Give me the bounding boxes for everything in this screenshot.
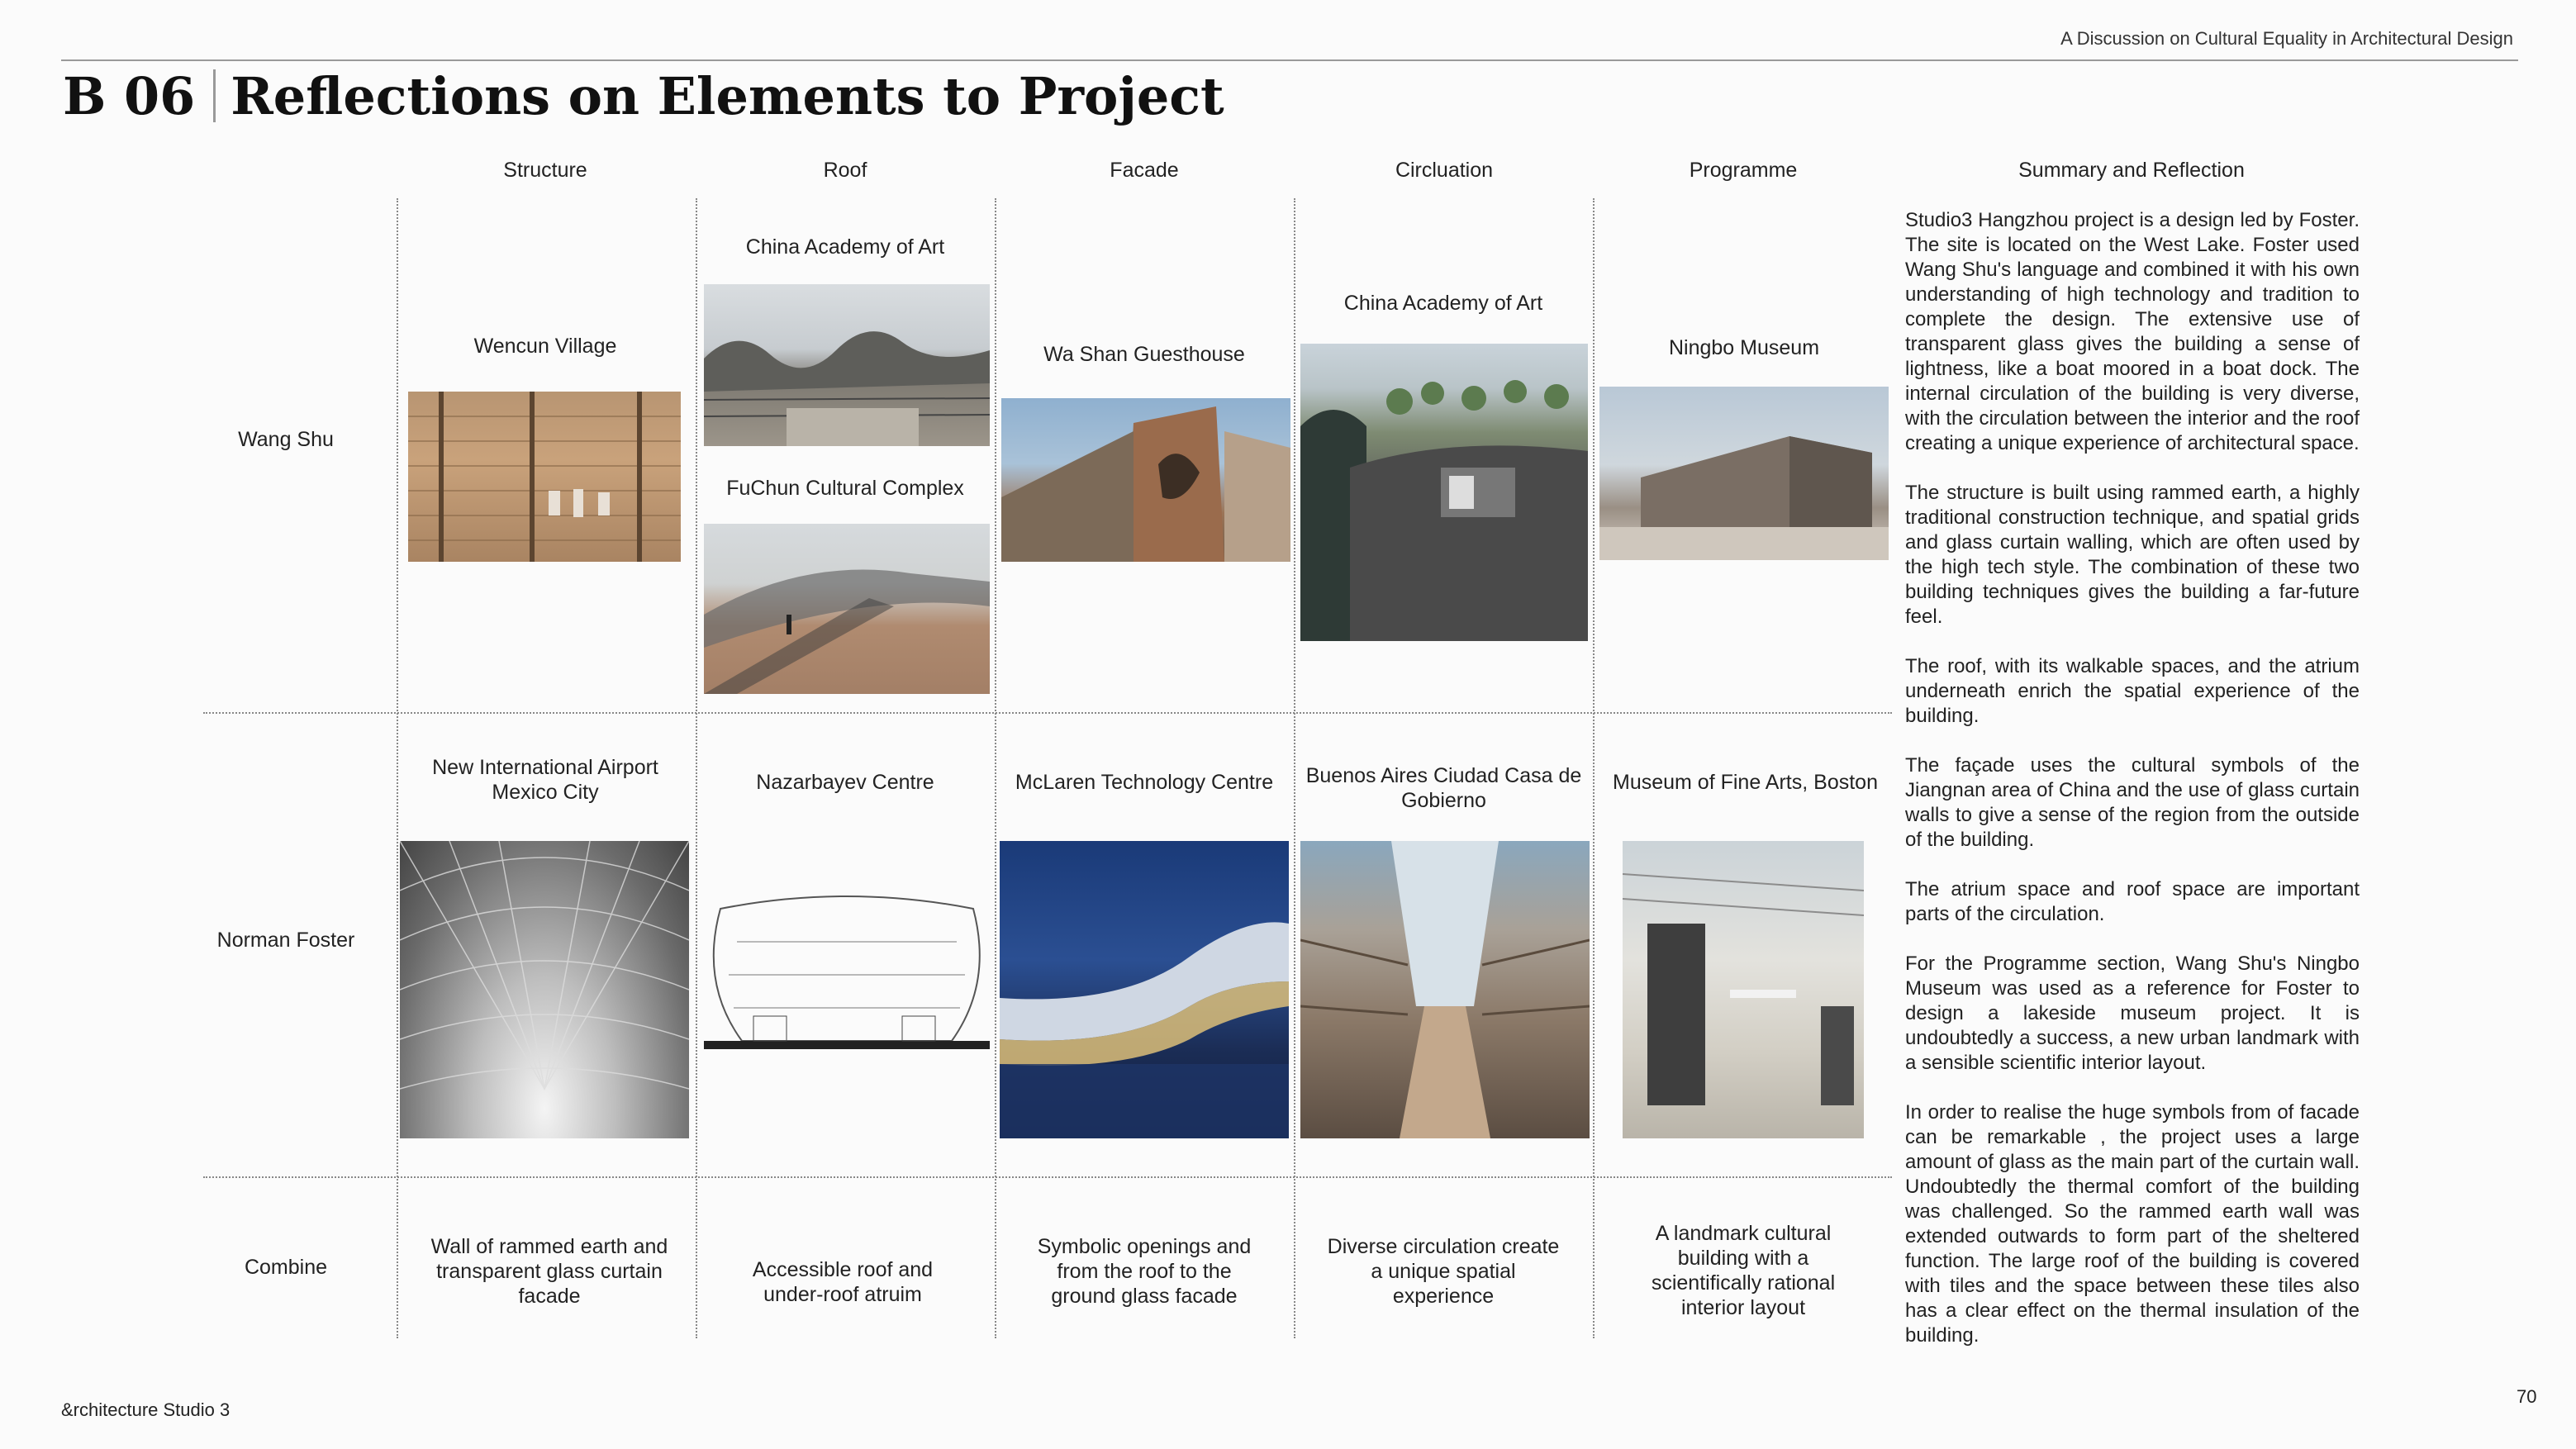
column-header-summary: Summary and Reflection <box>2018 159 2245 182</box>
row-label-combine: Combine <box>244 1256 328 1279</box>
fuchun-complex-illustration <box>704 524 990 694</box>
column-header-programme: Programme <box>1689 159 1798 182</box>
caption-wencun-village: Wencun Village <box>473 335 617 358</box>
china-academy-circulation-illustration <box>1300 344 1588 641</box>
column-header-structure: Structure <box>503 159 587 182</box>
combine-structure-text: Wall of rammed earth and transparent glass curtain facade <box>430 1235 668 1308</box>
museum-fine-arts-illustration <box>1623 841 1864 1138</box>
wencun-village-illustration <box>408 392 681 562</box>
mclaren-centre-illustration <box>1000 841 1289 1138</box>
ningbo-museum-illustration <box>1599 387 1889 560</box>
photo-wa-shan-guesthouse <box>1001 398 1290 562</box>
grid-vline-4 <box>1294 198 1295 1338</box>
combine-circulation-text: Diverse circulation create a unique spatial experience <box>1327 1235 1560 1308</box>
china-academy-roof-illustration <box>704 284 990 446</box>
summary-reflection-body <box>1905 208 2360 1373</box>
photo-wencun-village <box>408 392 681 562</box>
photo-mexico-city-airport <box>400 841 689 1138</box>
mexico-airport-grid-illustration <box>400 841 689 1138</box>
caption-buenos-aires-casa-de-gobierno: Buenos Aires Ciudad Casa de Gobierno <box>1305 764 1582 812</box>
page-number: 70 <box>2517 1386 2537 1407</box>
header-divider <box>61 59 2518 61</box>
photo-fuchun-cultural-complex <box>704 524 990 694</box>
grid-hline-2 <box>203 1176 1892 1178</box>
grid-hline-1 <box>203 712 1892 714</box>
caption-china-academy-circulation: China Academy of Art <box>1343 292 1543 315</box>
column-header-facade: Facade <box>1110 159 1179 182</box>
row-label-wang-shu: Wang Shu <box>238 428 334 451</box>
photo-museum-of-fine-arts-boston <box>1623 841 1864 1138</box>
photo-nazarbayev-centre-section <box>704 892 990 1082</box>
row-label-norman-foster: Norman Foster <box>216 929 355 952</box>
caption-wa-shan-guesthouse: Wa Shan Guesthouse <box>1043 343 1245 366</box>
caption-mclaren-technology-centre: McLaren Technology Centre <box>1015 771 1274 794</box>
summary-paragraph: The façade uses the cultural symbols of the Jiangnan area of China and the use of glass curtain walls to give a sense of the region from the outside of the building. <box>1905 754 2360 851</box>
title-separator <box>213 69 216 122</box>
photo-mclaren-technology-centre <box>1000 841 1289 1138</box>
photo-china-academy-roof <box>704 284 990 446</box>
column-header-circulation: Circluation <box>1395 159 1494 182</box>
caption-mexico-city-airport: New International Airport Mexico City <box>432 756 658 804</box>
column-header-roof: Roof <box>823 159 867 182</box>
wa-shan-guesthouse-illustration <box>1001 398 1290 562</box>
section-title: Reflections on Elements to Project <box>231 65 1224 126</box>
caption-ningbo-museum: Ningbo Museum <box>1668 336 1820 359</box>
combine-programme-text: A landmark cultural building with a scientifically rational interior layout <box>1651 1222 1836 1319</box>
summary-paragraph: The atrium space and roof space are important parts of the circulation. <box>1905 878 2360 925</box>
grid-vline-2 <box>696 198 697 1338</box>
summary-paragraph: The roof, with its walkable spaces, and the atrium underneath enrich the spatial experience of the building. <box>1905 655 2360 727</box>
footer-studio-name: &rchitecture Studio 3 <box>61 1399 231 1420</box>
summary-paragraph: Studio3 Hangzhou project is a design led by Foster. The site is located on the West Lake. Foster used Wang Shu's language and combined it with his own understanding of high technology and tradition to complete the design. The extensive use of transparent glass gives the building a sense of lightness, like a boat moored in a boat dock. The internal circulation of the building is very diverse, with the circulation between the interior and the roof creating a unique experience of architectural space. <box>1905 209 2360 454</box>
buenos-aires-atrium-illustration <box>1300 841 1590 1138</box>
caption-fuchun-cultural-complex: FuChun Cultural Complex <box>726 477 964 500</box>
section-code: B 06 <box>63 65 196 126</box>
grid-vline-1 <box>397 198 398 1338</box>
photo-ningbo-museum <box>1599 387 1889 560</box>
combine-facade-text: Symbolic openings and from the roof to the ground glass facade <box>1037 1235 1252 1308</box>
caption-china-academy-roof: China Academy of Art <box>745 235 945 259</box>
photo-buenos-aires-casa-de-gobierno <box>1300 841 1590 1138</box>
nazarbayev-section-drawing <box>704 892 990 1082</box>
document-title: A Discussion on Cultural Equality in Architectural Design <box>2060 28 2513 49</box>
summary-paragraph: The structure is built using rammed earth, a highly traditional construction technique, and spatial grids and glass curtain walling, which are often used by the high tech style. The combination of these two building techniques gives the building a far-future feel. <box>1905 482 2360 628</box>
page-title <box>63 63 1224 129</box>
caption-nazarbayev-centre: Nazarbayev Centre <box>756 771 934 794</box>
grid-vline-5 <box>1593 198 1595 1338</box>
summary-paragraph: For the Programme section, Wang Shu's Ningbo Museum was used as a reference for Foster to design a lakeside museum project. It is undoubtedly a success, a new urban landmark with a sensible scientific interior layout. <box>1905 953 2360 1074</box>
summary-paragraph: In order to realise the huge symbols from of facade can be remarkable , the project uses a large amount of glass as the main part of the curtain wall. Undoubtedly the thermal comfort of the building was challenged. So the rammed earth wall was extended outwards to form part of the sheltered function. The large roof of the building is covered with tiles and the space between these tiles also has a clear effect on the thermal insulation of the building. <box>1905 1101 2360 1347</box>
caption-museum-of-fine-arts-boston: Museum of Fine Arts, Boston <box>1613 771 1878 794</box>
photo-china-academy-circulation <box>1300 344 1588 641</box>
combine-roof-text: Accessible roof and under-roof atruim <box>752 1258 934 1306</box>
grid-vline-3 <box>995 198 996 1338</box>
